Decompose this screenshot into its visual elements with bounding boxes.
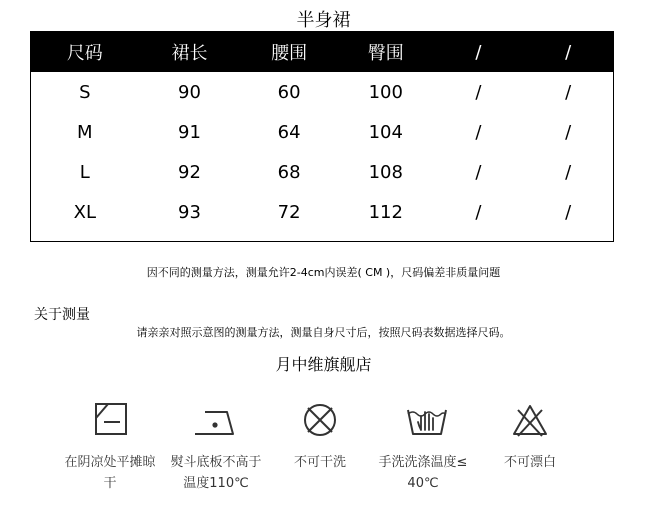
cell-hip: 104 <box>368 121 403 143</box>
care-label: 手洗洗涤温度≤ 40℃ <box>378 455 468 491</box>
table-header <box>31 32 613 72</box>
cell-blank: / <box>565 121 572 143</box>
cell-hip: 108 <box>368 161 403 183</box>
hand-wash-icon <box>405 400 445 440</box>
page-title: 半身裙 <box>296 10 351 31</box>
cell-waist: 60 <box>277 81 301 103</box>
table-row <box>31 72 613 112</box>
cell-size: S <box>79 81 91 103</box>
cell-blank: / <box>475 201 482 223</box>
cell-blank: / <box>565 161 572 183</box>
care-label: 熨斗底板不高于 温度110℃ <box>170 455 262 491</box>
table-row <box>31 192 613 232</box>
dry-flat-shade-icon <box>92 400 132 440</box>
measure-text: 请亲亲对照示意图的测量方法，测量自身尺寸后，按照尺码表数据选择尺码。 <box>136 326 511 339</box>
cell-length: 91 <box>178 121 201 143</box>
cell-waist: 64 <box>277 121 301 143</box>
no-dry-clean-icon <box>300 400 340 440</box>
care-label: 不可干洗 <box>293 455 346 470</box>
cell-blank: / <box>565 201 572 223</box>
cell-size: XL <box>73 201 96 223</box>
iron-low-icon <box>193 400 233 440</box>
table-row <box>31 152 613 192</box>
cell-hip: 112 <box>368 201 403 223</box>
care-label: 不可漂白 <box>503 455 556 470</box>
cell-blank: / <box>475 161 482 183</box>
cell-waist: 72 <box>277 201 301 223</box>
cell-blank: / <box>475 81 482 103</box>
cell-waist: 68 <box>277 161 301 183</box>
cell-length: 93 <box>178 201 201 223</box>
header-length: 裙长 <box>171 43 208 64</box>
header-hip: 臀围 <box>367 43 404 64</box>
header-blank: / <box>475 41 482 63</box>
header-size: 尺码 <box>66 43 103 64</box>
measurement-note: 因不同的测量方法，测量允许2-4cm内误差( CM )，尺码偏差非质量问题 <box>146 266 501 279</box>
cell-length: 90 <box>178 81 201 103</box>
shop-name: 月中维旗舰店 <box>275 355 372 374</box>
cell-hip: 100 <box>368 81 403 103</box>
no-bleach-icon <box>510 400 550 440</box>
care-label: 在阴凉处平摊晾 干 <box>64 455 156 491</box>
header-blank: / <box>565 41 572 63</box>
measure-heading: 关于测量 <box>34 307 90 323</box>
table-row <box>31 112 613 152</box>
size-table <box>30 31 614 242</box>
cell-size: M <box>77 121 93 143</box>
header-waist: 腰围 <box>271 43 308 64</box>
cell-size: L <box>79 161 90 183</box>
cell-blank: / <box>475 121 482 143</box>
cell-length: 92 <box>178 161 201 183</box>
cell-blank: / <box>565 81 572 103</box>
